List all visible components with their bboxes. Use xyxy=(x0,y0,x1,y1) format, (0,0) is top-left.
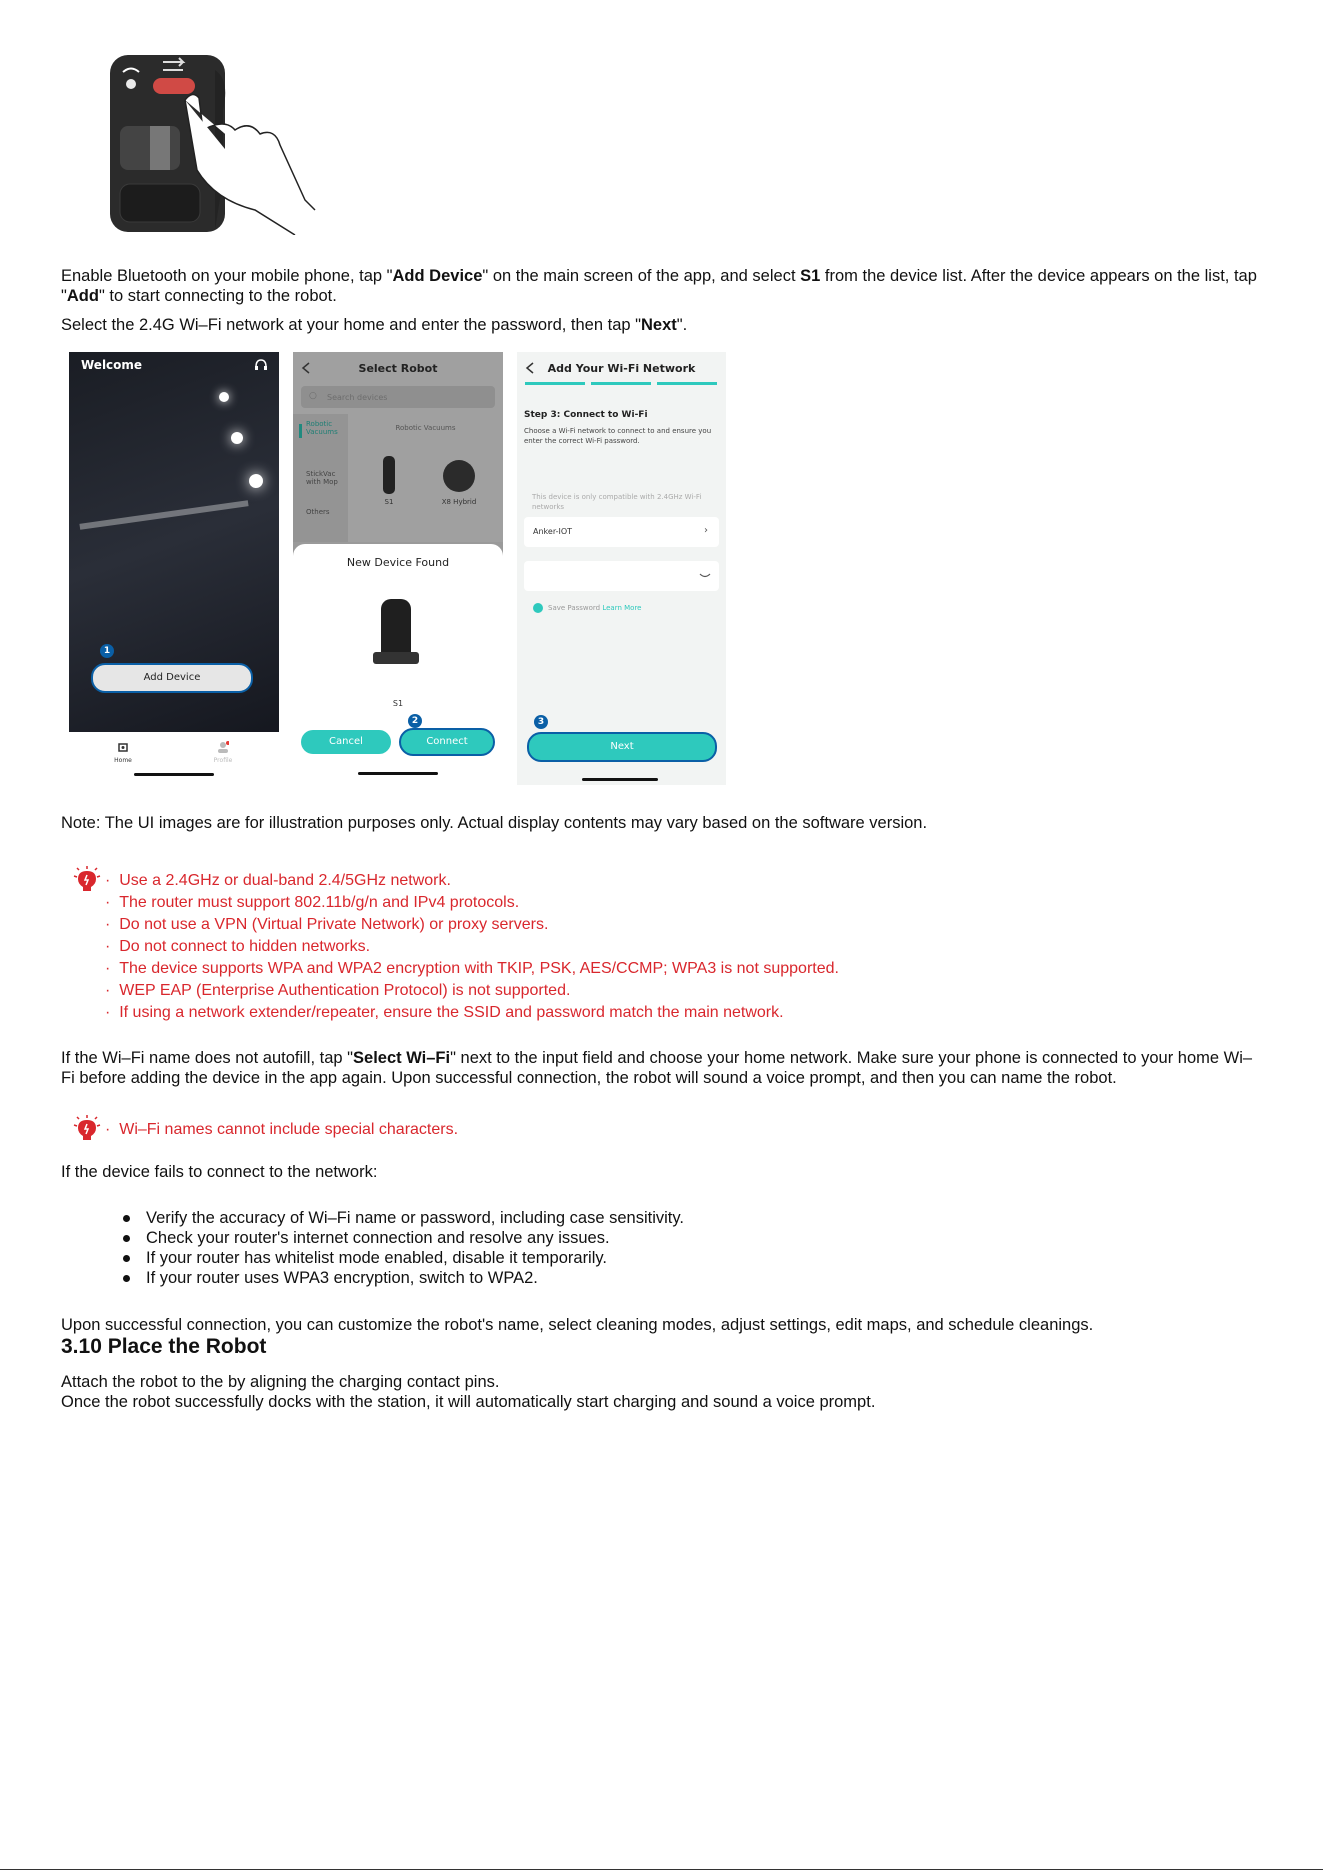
app-screen-welcome xyxy=(69,352,279,779)
step-title: Step 3: Connect to Wi-Fi xyxy=(524,410,648,420)
home-icon xyxy=(117,741,129,753)
app-screen-add-wifi xyxy=(517,352,726,785)
found-device-name: S1 xyxy=(392,699,404,708)
tip-item: · The router must support 802.11b/g/n and IPv4 protocols. xyxy=(105,894,520,911)
network-select-field[interactable] xyxy=(524,517,719,547)
select-robot-title: Select Robot xyxy=(358,362,438,375)
headset-icon[interactable] xyxy=(254,358,268,372)
list-item: If your router uses WPA3 encryption, switch to WPA2. xyxy=(120,1268,684,1288)
category-robotic-vacuums[interactable]: Robotic Vacuums xyxy=(306,420,338,436)
tip-item: · Do not use a VPN (Virtual Private Network) or proxy servers. xyxy=(105,916,549,933)
step-badge-3: 3 xyxy=(534,715,548,729)
search-placeholder: Search devices xyxy=(327,393,388,402)
fail-list xyxy=(120,1208,684,1288)
tip-item: · Use a 2.4GHz or dual-band 2.4/5GHz network. xyxy=(105,872,451,889)
new-device-sheet xyxy=(293,544,503,787)
tip-item: · Wi–Fi names cannot include special characters. xyxy=(105,1121,459,1138)
robot-top-panel-illustration xyxy=(105,50,320,235)
tips-list-2 xyxy=(105,1119,458,1141)
password-field[interactable] xyxy=(524,561,719,591)
place-paragraph-2: Once the robot successfully docks with the station, it will automatically start charging and sound a voice prompt. xyxy=(61,1393,876,1411)
page-bottom-rule xyxy=(0,1869,1323,1870)
network-name: Anker-IOT xyxy=(533,527,573,536)
wifi-screen-title: Add Your Wi-Fi Network xyxy=(547,362,696,375)
profile-tab-label: Profile xyxy=(213,757,233,764)
robot-s1-image xyxy=(381,599,411,659)
search-icon: ○ xyxy=(309,391,317,401)
step-badge-2: 2 xyxy=(408,714,422,728)
tips-list xyxy=(105,870,839,1024)
tip-item: · The device supports WPA and WPA2 encryption with TKIP, PSK, AES/CCMP; WPA3 is not supported. xyxy=(105,960,839,977)
connect-button[interactable]: Connect xyxy=(399,728,495,756)
device-s1-label: S1 xyxy=(384,498,394,506)
home-tab-label: Home xyxy=(114,757,132,764)
bottom-tab-bar xyxy=(69,732,279,779)
section-heading: 3.10 Place the Robot xyxy=(61,1335,267,1358)
compat-note: This device is only compatible with 2.4GHz Wi-Fi networks xyxy=(532,493,702,511)
app-screen-select-robot xyxy=(293,352,503,787)
add-device-button[interactable] xyxy=(91,663,253,693)
tip-item: · Do not connect to hidden networks. xyxy=(105,938,371,955)
next-button[interactable]: Next xyxy=(527,732,717,762)
category-stickvac[interactable]: StickVac with Mop xyxy=(306,470,338,486)
wifi-autofill-paragraph: If the Wi–Fi name does not autofill, tap "Select Wi–Fi" next to the input field and choose your home network. Make sure your phone is connected to your home Wi–Fi before adding the device in the app again. Upon successful connection, the robot will sound a voice prompt, and then you can name the robot. xyxy=(61,1049,1253,1087)
add-device-label: Add Device xyxy=(143,672,201,683)
eye-hidden-icon[interactable] xyxy=(699,572,711,580)
device-x8-label: X8 Hybrid xyxy=(441,498,477,506)
list-item: Check your router's internet connection and resolve any issues. xyxy=(120,1228,684,1248)
profile-icon xyxy=(217,741,229,753)
success-paragraph: Upon successful connection, you can customize the robot's name, select cleaning modes, adjust settings, edit maps, and schedule cleanings. xyxy=(61,1316,1094,1334)
step-badge-1: 1 xyxy=(100,644,114,658)
list-item: If your router has whitelist mode enabled, disable it temporarily. xyxy=(120,1248,684,1268)
tip-bulb-icon xyxy=(72,866,102,896)
tip-item: · WEP EAP (Enterprise Authentication Protocol) is not supported. xyxy=(105,982,571,999)
save-password-label: Save Password xyxy=(548,604,601,612)
list-item: Verify the accuracy of Wi–Fi name or password, including case sensitivity. xyxy=(120,1208,684,1228)
note-paragraph: Note: The UI images are for illustration purposes only. Actual display contents may vary based on the software version. xyxy=(61,814,928,832)
welcome-title: Welcome xyxy=(81,358,143,372)
category-others[interactable]: Others xyxy=(306,508,330,516)
intro-paragraph-2: Select the 2.4G Wi–Fi network at your home and enter the password, then tap "Next". xyxy=(61,316,688,334)
search-input[interactable] xyxy=(301,386,495,408)
step-description: Choose a Wi-Fi network to connect to and ensure you enter the correct Wi-Fi password. xyxy=(524,427,712,445)
save-password-row xyxy=(548,604,642,612)
chevron-right-icon: › xyxy=(704,525,708,536)
tip-bulb-icon xyxy=(72,1115,102,1145)
tab-profile[interactable] xyxy=(209,738,237,764)
device-s1-image[interactable] xyxy=(383,456,395,494)
device-x8-image[interactable] xyxy=(443,460,475,492)
tab-home[interactable] xyxy=(109,738,137,764)
fail-intro: If the device fails to connect to the network: xyxy=(61,1163,378,1181)
tip-item: · If using a network extender/repeater, ensure the SSID and password match the main network. xyxy=(105,1004,784,1021)
cancel-button[interactable]: Cancel xyxy=(301,730,391,754)
new-device-found-title: New Device Found xyxy=(346,556,450,569)
place-paragraph-1: Attach the robot to the by aligning the charging contact pins. xyxy=(61,1373,500,1391)
check-circle-icon[interactable] xyxy=(533,603,543,613)
section-header: Robotic Vacuums xyxy=(395,424,456,432)
learn-more-link[interactable]: Learn More xyxy=(602,604,642,612)
intro-paragraph-1: Enable Bluetooth on your mobile phone, tap "Add Device" on the main screen of the app, and select S1 from the device list. After the device appears on the list, tap "Add" to start connecting to the robot. xyxy=(61,267,1257,305)
